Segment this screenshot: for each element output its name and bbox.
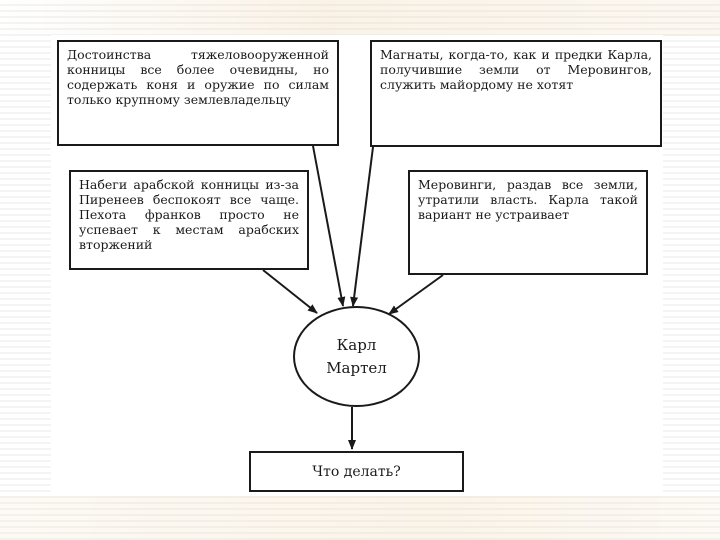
diagram-slide	[51, 35, 663, 496]
arrow-from-arab-raids	[263, 270, 317, 313]
center-line-2: Мартел	[326, 358, 387, 377]
box-merovingians: Меровинги, раздав все земли, утратили власть. Карла такой вариант не устраивает	[408, 170, 648, 275]
box-arab-raids: Набеги арабской конницы из-за Пиренеев беспокоят все чаще. Пехота франков просто не успевает к местам арабских вторжений	[69, 170, 309, 270]
box-heavy-cavalry: Достоинства тяжеловооруженной конницы все более очевидны, но содержать коня и оружие по силам только крупному землевладельцу	[57, 40, 339, 146]
arrow-from-merovingians	[389, 275, 443, 314]
center-line-1: Карл	[336, 335, 377, 354]
bottom-decoration	[0, 496, 720, 540]
box-magnates: Магнаты, когда-то, как и предки Карла, получившие земли от Меровингов, служить майордому не хотят	[370, 40, 662, 147]
arrow-from-magnates	[353, 147, 373, 306]
center-node-karl-martel	[293, 306, 420, 407]
top-decoration	[0, 0, 720, 36]
box-question: Что делать?	[249, 451, 464, 492]
arrow-from-heavy-cavalry	[313, 146, 343, 306]
